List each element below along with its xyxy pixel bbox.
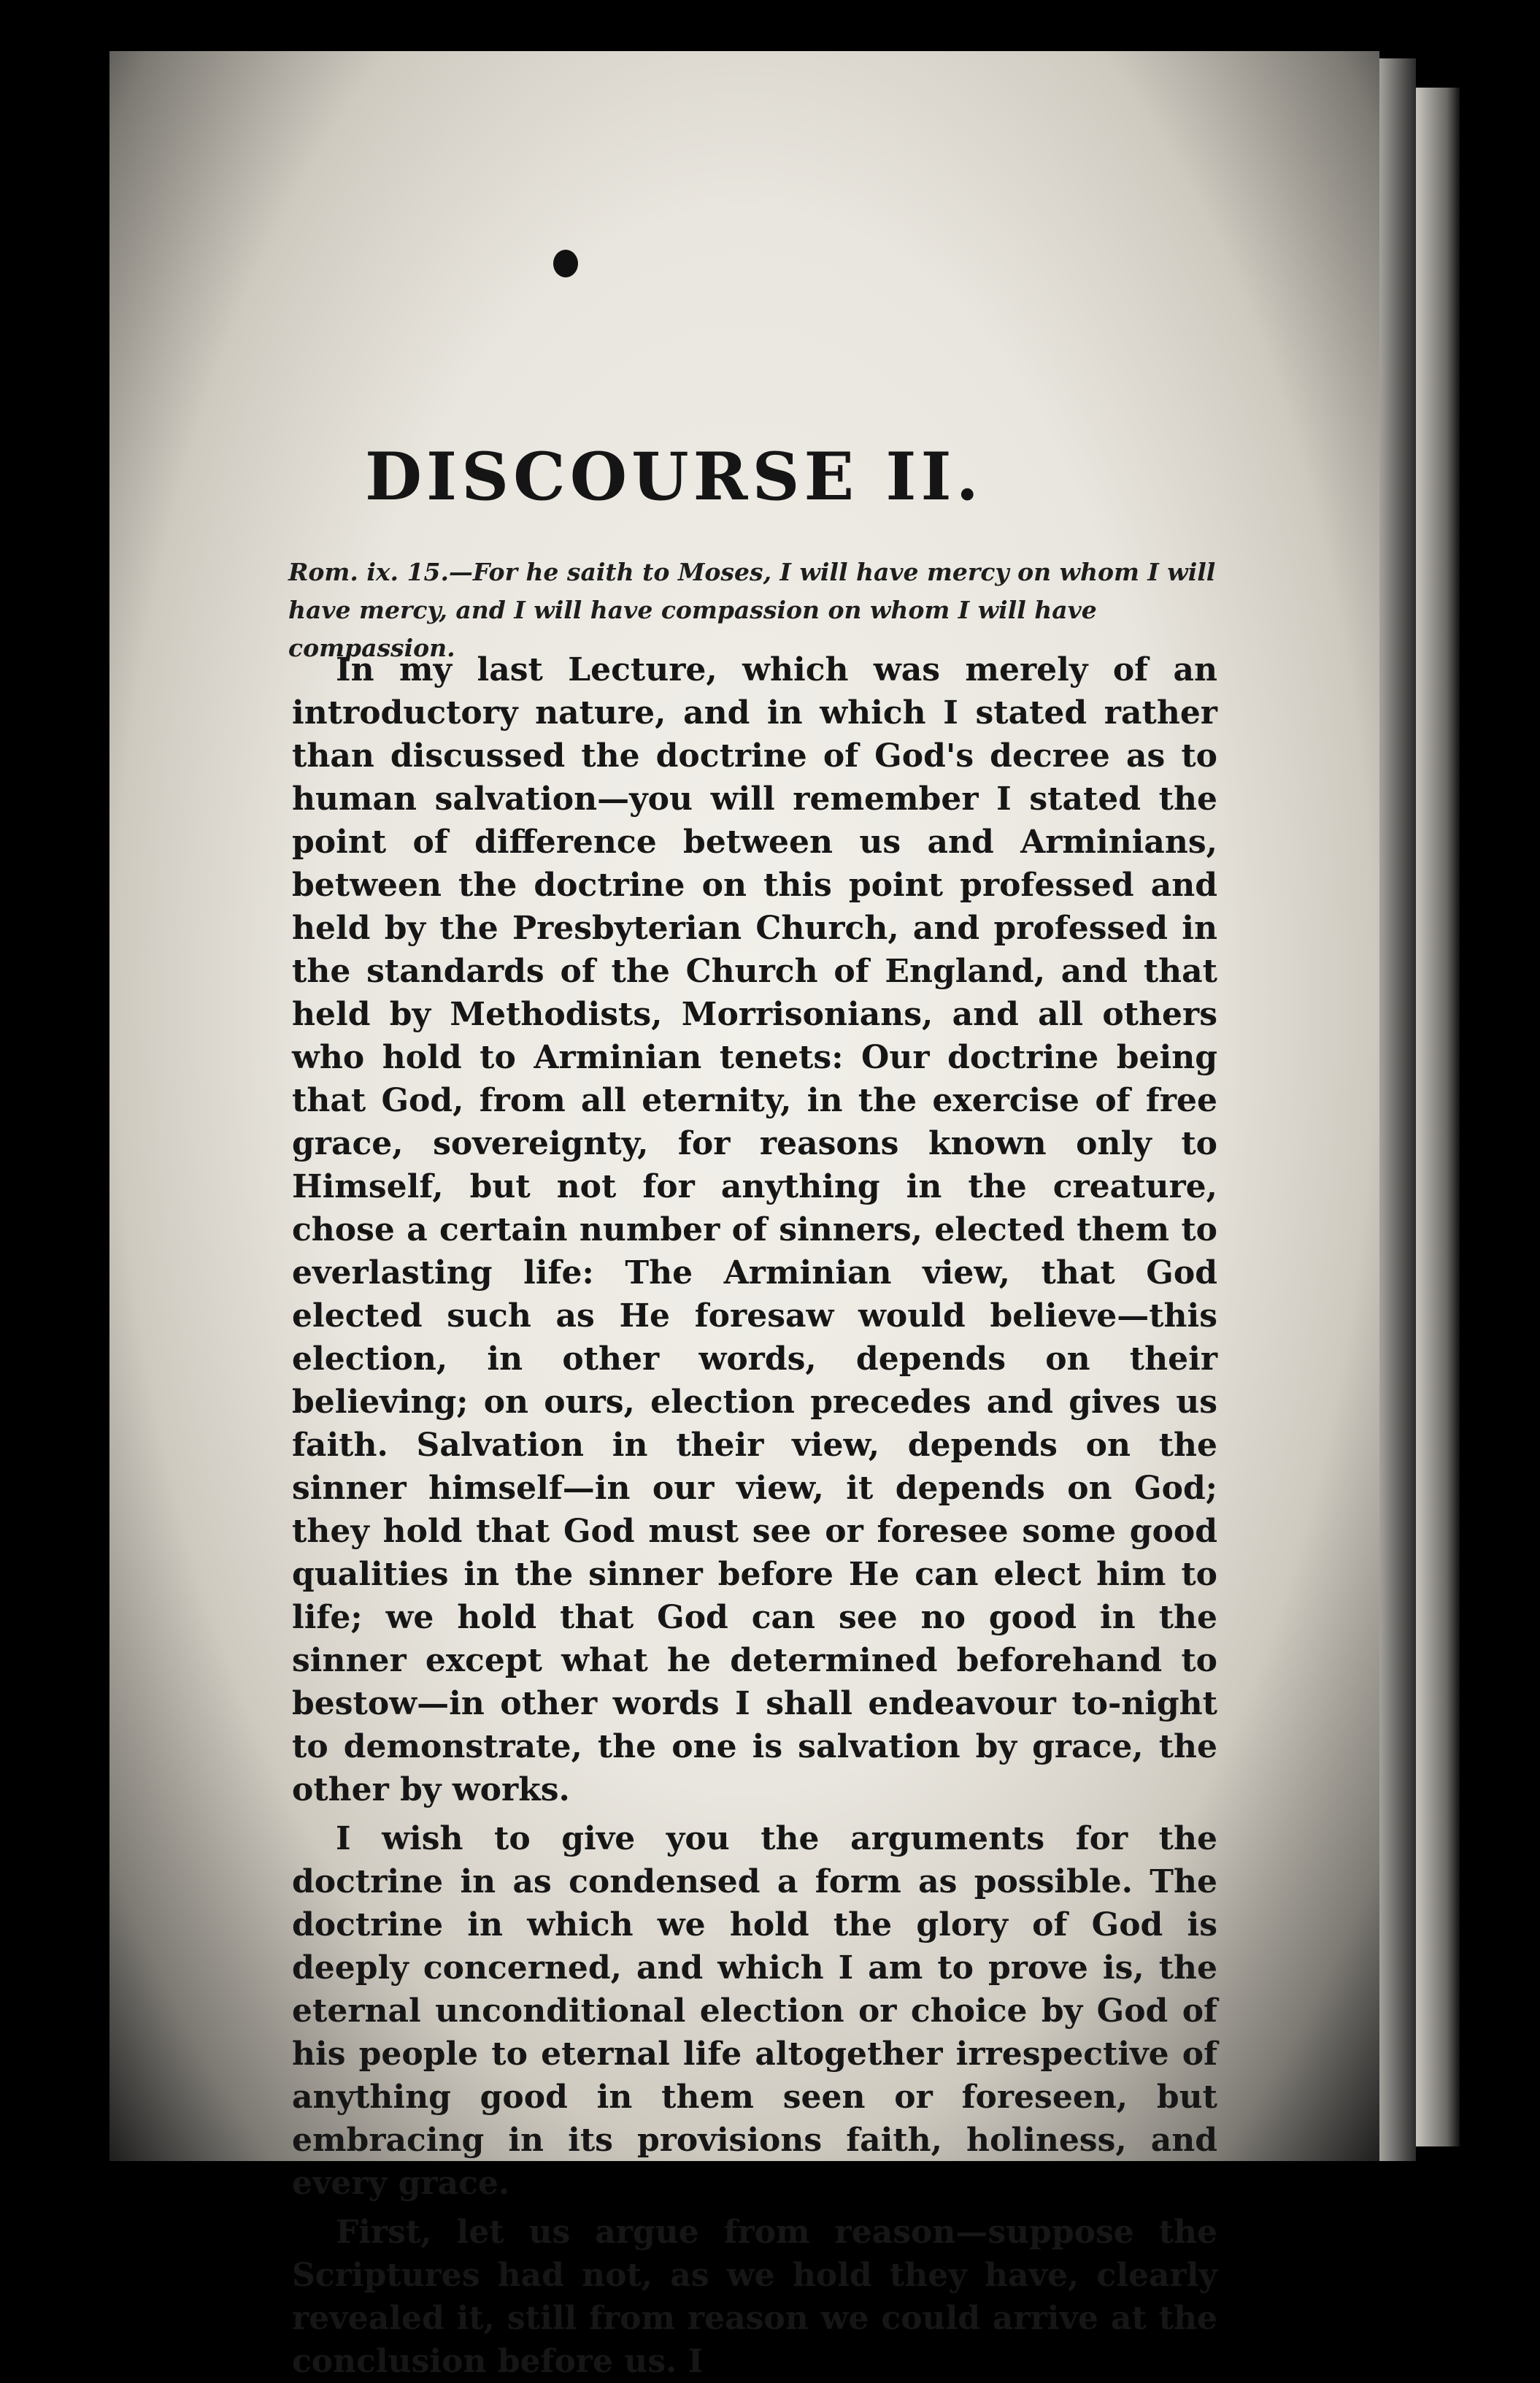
ink-blot — [553, 250, 578, 277]
scan-border-left — [0, 0, 88, 2260]
paragraph-2: I wish to give you the arguments for the doctrine in as condensed a form as possible. The doctrine in which we hold the glory of God is deeply concerned, and which I am to prove is, the eternal unconditional election or choice by God of his people to eternal life altogether irrespective of anything good in them seen or foreseen, but embracing in its provisions faith, holiness, and every grace. — [292, 1820, 1217, 2202]
scan-border-top — [0, 0, 1540, 44]
scan-border-right — [1452, 0, 1540, 2260]
adjacent-page-edge — [1416, 88, 1460, 2146]
page-heading: DISCOURSE II. — [365, 438, 983, 515]
paragraph-1: In my last Lecture, which was merely of an introductory nature, and in which I stated rather than discussed the doctrine of God's decree as to human salvation—you will remember I stated the point of difference between us and Arminians, between the doctrine on this point professed and held by the Presbyterian Church, and professed in the standards of the Church of England, and that held by Methodists, Morrisonians, and all others who hold to Arminian tenets: Our doctrine being that God, from all eternity, in the exercise of free grace, sovereignty, for reasons known only to Himself, but not for anything in the creature, chose a certain number of sinners, elected them to everlasting life: The Arminian view, that God elected such as He foresaw would believe—this election, in other words, depends on their believing; on ours, election precedes and gives us faith. Salvation in their view, depends on the sinner himself—in our view, it depends on God; they hold that God must see or foresee some good qualities in the sinner before He can elect him to life; we hold that God can see no good in the sinner except what he determined beforehand to bestow—in other words I shall endeavour to-night to demonstrate, the one is salvation by grace, the other by works. — [292, 651, 1217, 1808]
scripture-epigraph: Rom. ix. 15.—For he saith to Moses, I will have mercy on whom I will have mercy, and I will have compassion on whom I will have compassion. — [288, 558, 1216, 662]
paragraph-3: First, let us argue from reason—suppose the Scriptures had not, as we hold they have, clearly revealed it, still from reason we could arrive at the conclusion before us. I — [292, 2214, 1217, 2380]
body-text — [292, 648, 1217, 2383]
